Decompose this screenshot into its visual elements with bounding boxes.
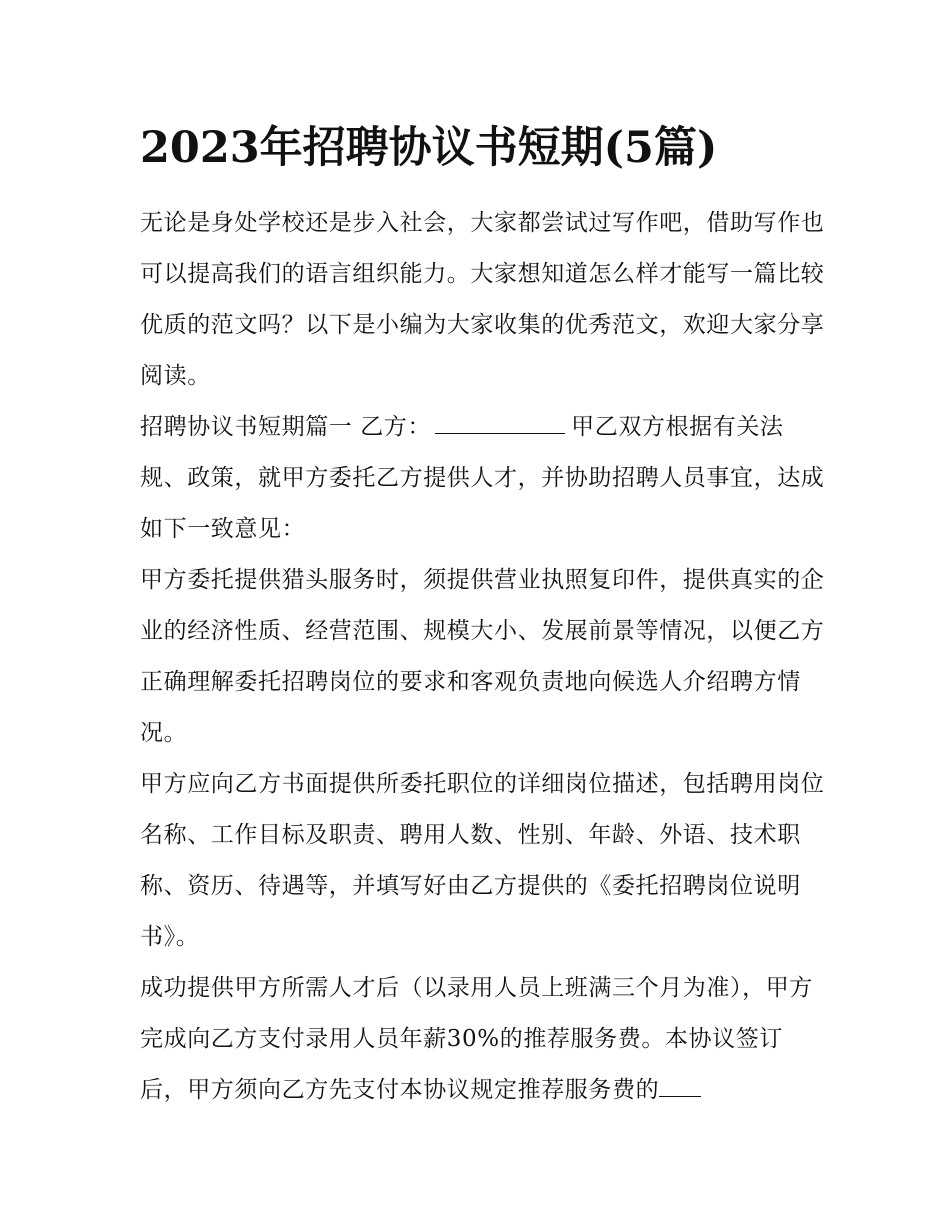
paragraph-job-description: 甲方应向乙方书面提供所委托职位的详细岗位描述，包括聘用岗位名称、工作目标及职责、聘用人数、性别、年龄、外语、技术职称、资历、待遇等，并填写好由乙方提供的《委托招聘岗位说明书》。 [140, 771, 825, 950]
service-fee-text: 成功提供甲方所需人才后（以录用人员上班满三个月为准），甲方完成向乙方支付录用人员年薪30%的推荐服务费。本协议签订后，甲方须向乙方先支付本协议规定推荐服务费的 [140, 975, 813, 1103]
intro-paragraph: 无论是身处学校还是步入社会，大家都尝试过写作吧，借助写作也可以提高我们的语言组织能力。大家想知道怎么样才能写一篇比较优质的范文吗？以下是小编为大家收集的优秀范文，欢迎大家分享阅读。 [140, 210, 825, 389]
document-title: 2023年招聘协议书短期(5篇) [140, 123, 718, 173]
paragraph-company-info: 甲方委托提供猎头服务时，须提供营业执照复印件，提供真实的企业的经济性质、经营范围、规模大小、发展前景等情况，以便乙方正确理解委托招聘岗位的要求和客观负责地向候选人介绍聘方情况。 [140, 567, 825, 746]
paragraph-service-fee [140, 963, 830, 1116]
party-b-blank-line [435, 403, 565, 434]
fee-blank-line [659, 1068, 701, 1097]
section-1-paragraph [140, 402, 830, 555]
section-1-lead: 招聘协议书短期篇一 乙方： [140, 414, 432, 440]
section-1-rest: 甲乙双方根据有关法规、政策，就甲方委托乙方提供人才，并协助招聘人员事宜，达成如下一致意见： [140, 414, 825, 542]
document-body [140, 198, 830, 1116]
